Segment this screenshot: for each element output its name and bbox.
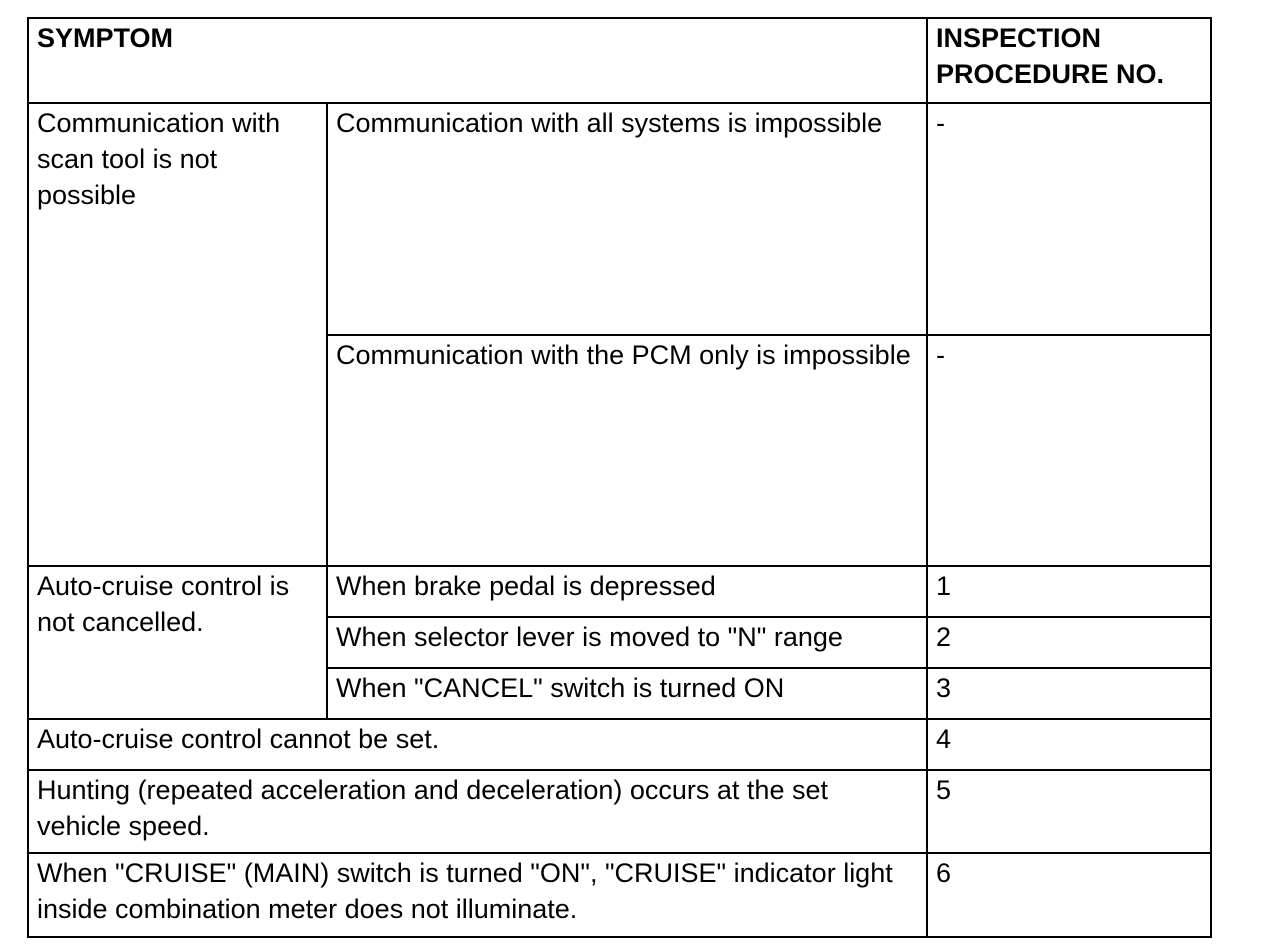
symptom-cell [28,853,927,937]
procedure-cell [927,335,1211,566]
procedure-number: 6 [936,858,952,888]
symptom-detail-cell [327,335,927,566]
symptom-table [27,17,1212,938]
procedure-header [927,18,1211,103]
procedure-number: 5 [936,775,952,805]
procedure-cell [927,853,1211,937]
symptom-detail: When brake pedal is depressed [336,571,716,601]
symptom-header [28,18,927,103]
procedure-number: 3 [936,673,952,703]
procedure-cell [927,566,1211,617]
symptom-cell [28,719,927,770]
symptom-detail-cell [327,668,927,719]
procedure-cell [927,770,1211,853]
symptom-detail-cell [327,103,927,335]
symptom-cell [28,770,927,853]
symptom-category-cell [28,566,327,719]
symptom-category-cell [28,103,327,566]
table-row [28,770,1211,853]
symptom-text: Hunting (repeated acceleration and deceleration) occurs at the set vehicle speed. [37,775,828,841]
table-row [28,853,1211,937]
procedure-number: 1 [936,571,952,601]
symptom-detail: Communication with all systems is impossible [336,108,883,138]
symptom-text: Auto-cruise control cannot be set. [37,724,440,754]
procedure-number: - [936,108,946,138]
symptom-detail: Communication with the PCM only is impossible [336,340,911,370]
procedure-number: 4 [936,724,952,754]
procedure-header-label: INSPECTION PROCEDURE NO. [936,23,1165,89]
symptom-text: When "CRUISE" (MAIN) switch is turned "ON", "CRUISE" indicator light inside combination meter does not illuminate. [37,858,893,924]
symptom-category: Communication with scan tool is not possible [37,108,281,210]
symptom-detail: When selector lever is moved to "N" range [336,622,843,652]
symptom-detail-cell [327,617,927,668]
procedure-cell [927,719,1211,770]
procedure-cell [927,103,1211,335]
symptom-header-label: SYMPTOM [37,23,174,53]
table-row [28,719,1211,770]
procedure-number: - [936,340,946,370]
procedure-cell [927,617,1211,668]
table-row [28,103,1211,335]
symptom-category: Auto-cruise control is not cancelled. [37,571,290,637]
procedure-cell [927,668,1211,719]
procedure-number: 2 [936,622,952,652]
symptom-detail: When "CANCEL" switch is turned ON [336,673,785,703]
table-row [28,566,1211,617]
header-row [28,18,1211,103]
symptom-detail-cell [327,566,927,617]
